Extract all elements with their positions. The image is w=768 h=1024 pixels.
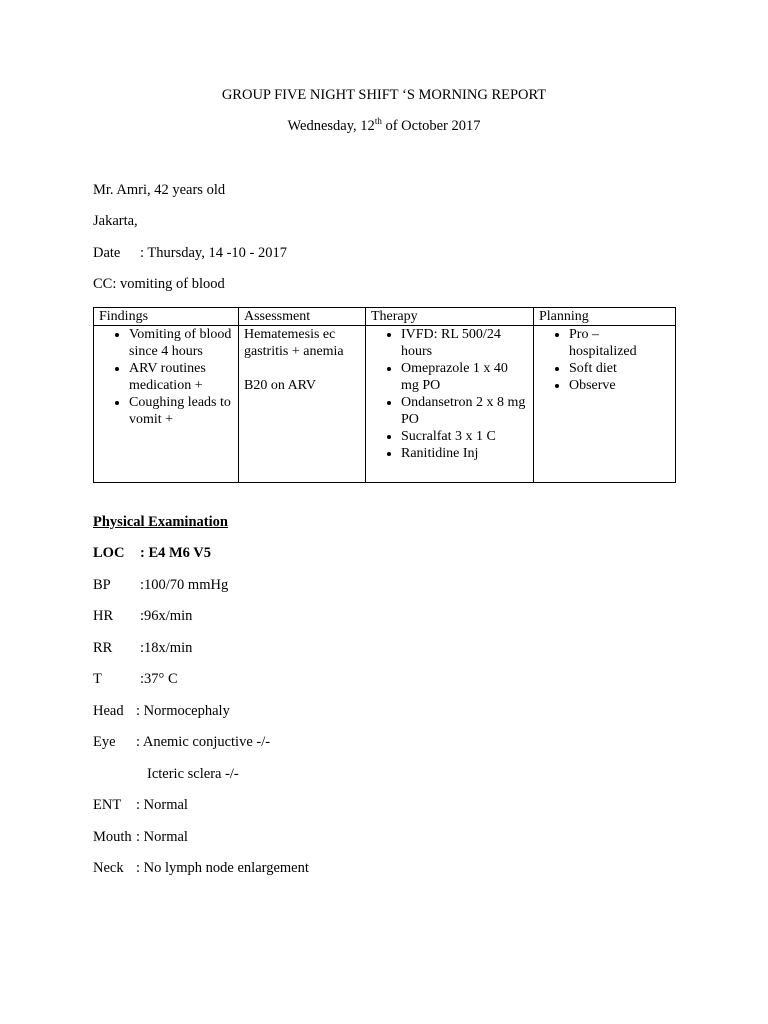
exam-label-t: T [93, 671, 102, 687]
header-planning: Planning [534, 308, 676, 326]
patient-city: Jakarta, [93, 213, 138, 229]
therapy-list [371, 326, 528, 462]
exam-value-sclera: Icteric sclera -/- [147, 766, 239, 782]
table-header-row [94, 308, 676, 326]
exam-label-bp: BP [93, 577, 111, 593]
list-item: • Ranitidine Inj [401, 445, 528, 462]
list-item: • Vomiting of blood since 4 hours [129, 326, 233, 360]
report-date [0, 116, 768, 134]
therapy-cell [366, 326, 534, 483]
exam-label-ent: ENT [93, 797, 122, 813]
exam-value-rr: :18x/min [140, 640, 193, 656]
list-item: • Observe [569, 377, 670, 394]
exam-label-neck: Neck [93, 860, 124, 876]
exam-value-bp: :100/70 mmHg [140, 577, 229, 593]
list-item: • ARV routines medication + [129, 360, 233, 394]
planning-cell [534, 326, 676, 483]
exam-value-mouth: : Normal [136, 829, 188, 845]
exam-value-eye: : Anemic conjuctive -/- [136, 734, 271, 750]
list-item: • Ondansetron 2 x 8 mg PO [401, 394, 528, 428]
exam-value-head: : Normocephaly [136, 703, 230, 719]
exam-value-loc: : E4 M6 V5 [140, 545, 212, 561]
list-item: • Coughing leads to vomit + [129, 394, 233, 428]
report-title: GROUP FIVE NIGHT SHIFT ‘S MORNING REPORT [221, 87, 547, 103]
header-findings: Findings [94, 308, 239, 326]
exam-label-mouth: Mouth [93, 829, 132, 845]
exam-value-neck: : No lymph node enlargement [136, 860, 309, 876]
chief-complaint: CC: vomiting of blood [93, 276, 225, 292]
header-assessment: Assessment [239, 308, 366, 326]
assessment-spacer [244, 360, 360, 377]
exam-label-rr: RR [93, 640, 113, 656]
exam-label-head: Head [93, 703, 124, 719]
table-row [94, 326, 676, 483]
list-item: • IVFD: RL 500/24 hours [401, 326, 528, 360]
assessment-item: B20 on ARV [244, 378, 317, 393]
report-table [93, 307, 676, 483]
report-date-prefix: Wednesday, 12 [287, 118, 375, 134]
planning-list [539, 326, 670, 394]
exam-value-t: :37° C [140, 671, 178, 687]
list-item: • Pro – hospitalized [569, 326, 670, 360]
exam-label-loc: LOC [93, 545, 125, 561]
exam-label-eye: Eye [93, 734, 116, 750]
patient-date-label: Date [93, 245, 121, 261]
report-date-suffix: of October 2017 [381, 118, 481, 134]
list-item: • Sucralfat 3 x 1 C [401, 428, 528, 445]
patient-name-age: Mr. Amri, 42 years old [93, 182, 226, 198]
list-item: • Omeprazole 1 x 40 mg PO [401, 360, 528, 394]
assessment-item: Hematemesis ec gastritis + anemia [244, 327, 344, 359]
exam-label-hr: HR [93, 608, 114, 624]
patient-date-value: : Thursday, 14 -10 - 2017 [140, 245, 287, 261]
findings-cell [94, 326, 239, 483]
findings-list [99, 326, 233, 428]
exam-value-ent: : Normal [136, 797, 188, 813]
header-therapy: Therapy [366, 308, 534, 326]
report-date-sup: th [374, 116, 382, 126]
list-item: • Soft diet [569, 360, 670, 377]
exam-value-hr: :96x/min [140, 608, 193, 624]
assessment-cell [239, 326, 366, 483]
exam-heading: Physical Examination [93, 514, 228, 530]
